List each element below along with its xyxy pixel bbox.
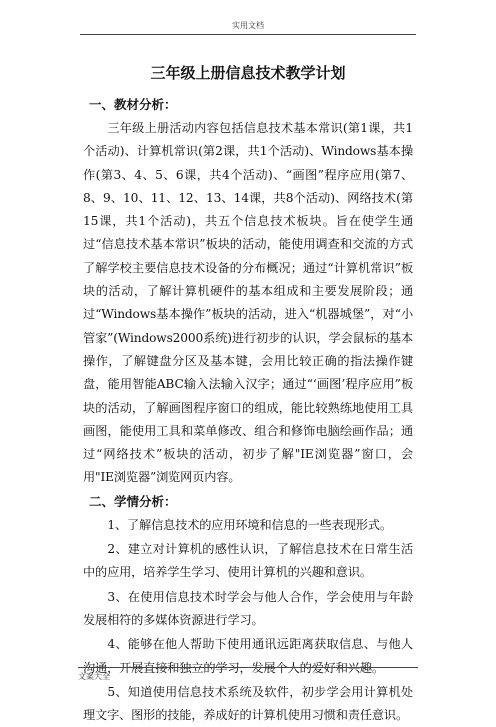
document-title: 三年级上册信息技术教学计划 <box>150 64 346 82</box>
list-item: 4、能够在他人帮助下使用通讯远距离获取信息、与他人沟通，开展直接和独立的学习，发展个人的爱好和兴趣。 <box>83 637 413 675</box>
section-heading: 一、教材分析： <box>89 97 177 112</box>
list-item: 1、了解信息技术的应用环境和信息的一些表现形式。 <box>107 517 392 532</box>
list-item: 3、在使用信息技术时学会与他人合作，学会使用与年龄发展相符的多媒体资源进行学习。 <box>83 589 413 627</box>
document-body <box>83 64 413 727</box>
paragraph: 三年级上册活动内容包括信息技术基本常识(第1课，共1个活动)、计算机常识(第2课，共1个活动)、Windows基本操作(第3、4、5、6课，共4个活动)、“画图”程序应用(第7、8、9、10、11、12、13、14课，共8个活动)、网络技术(第15课，共1个活动)，共五个信息技术板块。旨在使学生通过“信息技术基本常识”板块的活动，能使用调查和交流的方式了解学校主要信息技术设备的分布概况；通过“计算机常识”板块的活动，了解计算机硬件的基本组成和主要发展阶段；通过“Windows基本操作”板块的活动，进入“机器城堡”，对“小管家”(Windows2000系统)进行初步的认识，学会鼠标的基本操作，了解键盘分区及基本键，会用比较正确的指法操作键盘，能用智能ABC输入法输入汉字；通过“‘画图’程序应用”板块的活动，了解画图程序窗口的组成，能比较熟练地使用工具画图，能使用工具和菜单修改、组合和修饰电脑绘画作品；通过“网络技术”板块的活动，初步了解"IE浏览器”窗口，会用"IE浏览器”浏览网页内容。 <box>83 121 413 485</box>
section-heading: 二、学情分析： <box>89 493 177 509</box>
section-textbook-analysis <box>83 95 413 490</box>
footer-divider <box>78 667 418 668</box>
list-item: 5、知道使用信息技术系统及软件，初步学会用计算机处理文字、图形的技能，养成好的计算机使用习惯和责任意识。 <box>83 684 413 723</box>
page-header: 实用文档 <box>80 20 416 35</box>
page-footer: 文案大全 <box>78 672 110 681</box>
list-item: 2、建立对计算机的感性认识，了解信息技术在日常生活中的应用，培养学生学习、使用计算机的兴趣和意识。 <box>83 542 413 580</box>
section-student-analysis <box>83 492 413 727</box>
